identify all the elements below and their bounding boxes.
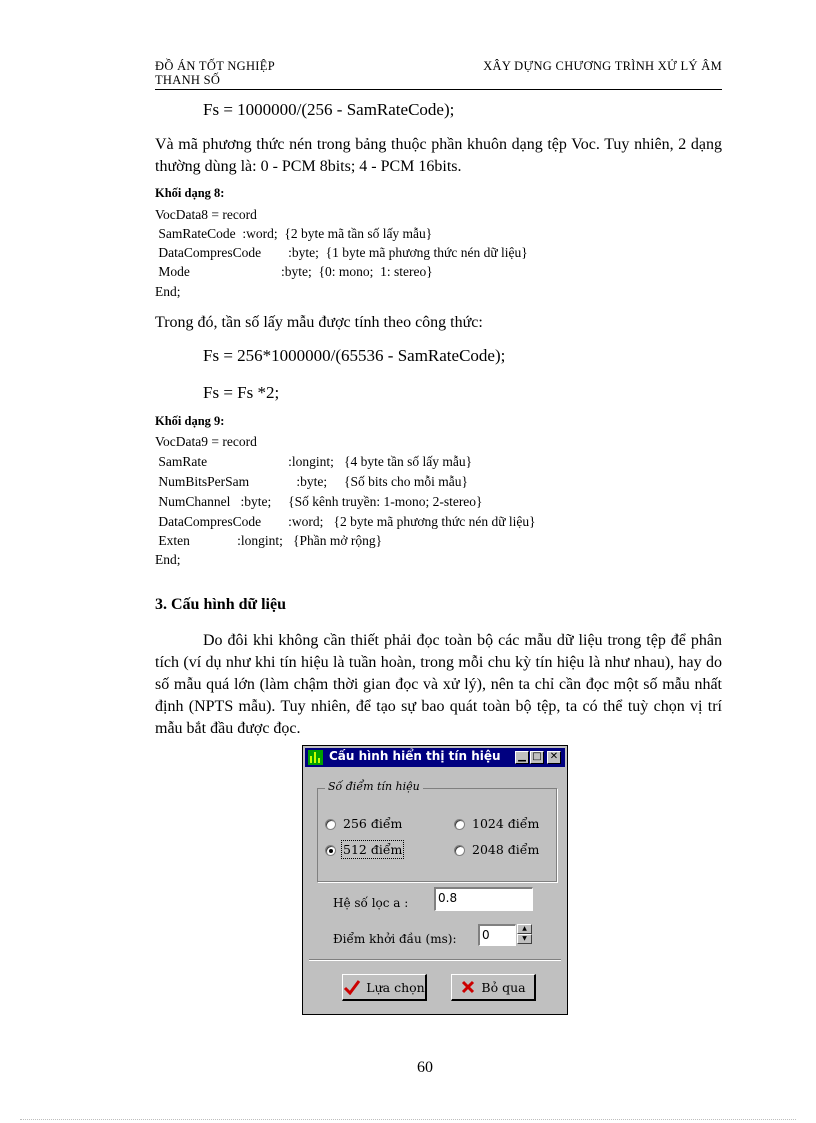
- radio-2048[interactable]: [454, 845, 465, 856]
- cancel-button-label: Bỏ qua: [481, 979, 526, 995]
- code-line: DataCompresCode :byte; {1 byte mã phương thức nén dữ liệu}: [155, 245, 528, 260]
- maximize-button[interactable]: [530, 751, 544, 764]
- block9-code: [155, 432, 715, 572]
- code-line: End;: [155, 284, 181, 299]
- header-right: XÂY DỰNG CHƯƠNG TRÌNH XỬ LÝ ÂM: [483, 59, 722, 73]
- header-rule: [155, 89, 722, 90]
- dialog-separator: [309, 959, 561, 961]
- paragraph-1: Và mã phương thức nén trong bảng thuộc phần khuôn dạng tệp Voc. Tuy nhiên, 2 dạng thường dùng là: 0 - PCM 8bits; 4 - PCM 16bits.: [155, 136, 722, 175]
- formula-3: Fs = Fs *2;: [203, 383, 280, 402]
- radio-512-label[interactable]: 512 điểm: [343, 842, 403, 857]
- code-line: Mode :byte; {0: mono; 1: stereo}: [155, 264, 433, 279]
- code-line: VocData9 = record: [155, 434, 257, 449]
- start-point-label: Điểm khởi đầu (ms):: [333, 932, 457, 946]
- code-line: End;: [155, 552, 181, 567]
- code-line: SamRateCode :word; {2 byte mã tần số lấy mẫu}: [155, 226, 433, 241]
- code-line: VocData8 = record: [155, 207, 257, 222]
- filter-coef-input[interactable]: 0.8: [434, 887, 533, 911]
- bottom-border: [20, 1119, 796, 1120]
- code-line: SamRate :longint; {4 byte tần số lấy mẫu}: [155, 454, 473, 469]
- start-point-spinner[interactable]: [517, 924, 532, 944]
- spin-down-icon[interactable]: ▼: [517, 934, 532, 944]
- checkmark-icon: [343, 979, 361, 995]
- header-left-line2: THANH SỐ: [155, 73, 221, 87]
- paragraph-3: Do đôi khi không cần thiết phải đọc toàn bộ các mẫu dữ liệu trong tệp để phân tích (ví dụ như khi tín hiệu là tuần hoàn, trong mỗi chu kỳ tín hiệu là như nhau), hay do số mẫu quá lớn (làm chậm thời gian đọc và xử lý), nên ta chỉ cần đọc một số mẫu nhất định (NPTS mẫu). Tuy nhiên, để tạo sự bao quát toàn bộ tệp, ta có thể tuỳ chọn vị trí mẫu bắt đầu được đọc.: [155, 632, 722, 737]
- code-line: Exten :longint; {Phần mở rộng}: [155, 533, 383, 548]
- close-icon: ✕: [549, 751, 559, 762]
- radio-1024[interactable]: [454, 819, 465, 830]
- radio-1024-label[interactable]: 1024 điểm: [472, 816, 540, 831]
- x-icon: [460, 979, 476, 995]
- radio-256-label[interactable]: 256 điểm: [343, 816, 403, 831]
- block8-code: [155, 205, 715, 305]
- dialog-title: Cấu hình hiển thị tín hiệu: [329, 749, 501, 763]
- ok-button[interactable]: [342, 974, 427, 1001]
- filter-coef-label: Hệ số lọc a :: [333, 896, 409, 910]
- cancel-button[interactable]: [451, 974, 536, 1001]
- formula-2: Fs = 256*1000000/(65536 - SamRateCode);: [203, 346, 506, 365]
- ok-button-label: Lựa chọn: [366, 979, 425, 995]
- config-dialog: [302, 745, 568, 1015]
- group-label: Số điểm tín hiệu: [325, 780, 423, 793]
- signal-chart-icon: [308, 750, 323, 765]
- page-number: 60: [417, 1059, 433, 1076]
- minimize-icon: ▁: [518, 751, 526, 762]
- spin-up-icon[interactable]: ▲: [517, 924, 532, 934]
- signal-points-group: [317, 788, 557, 882]
- dialog-title-bar[interactable]: [305, 748, 565, 767]
- maximize-icon: □: [532, 751, 542, 762]
- block9-heading: Khối dạng 9:: [155, 414, 225, 428]
- code-line: DataCompresCode :word; {2 byte mã phương thức nén dữ liệu}: [155, 514, 536, 529]
- paragraph-2: Trong đó, tần số lấy mẫu được tính theo công thức:: [155, 314, 483, 331]
- radio-512[interactable]: [325, 845, 336, 856]
- formula-1: Fs = 1000000/(256 - SamRateCode);: [203, 100, 455, 119]
- start-point-input[interactable]: 0: [478, 924, 516, 946]
- header-left-line1: ĐỒ ÁN TỐT NGHIỆP: [155, 59, 275, 73]
- block8-heading: Khối dạng 8:: [155, 186, 225, 200]
- radio-2048-label[interactable]: 2048 điểm: [472, 842, 540, 857]
- section-title: 3. Cấu hình dữ liệu: [155, 596, 286, 613]
- code-line: NumBitsPerSam :byte; {Số bits cho mỗi mẫu}: [155, 474, 468, 489]
- close-button[interactable]: [547, 751, 561, 764]
- minimize-button[interactable]: [515, 751, 529, 764]
- code-line: NumChannel :byte; {Số kênh truyền: 1-mono; 2-stereo}: [155, 494, 483, 509]
- radio-256[interactable]: [325, 819, 336, 830]
- radio-selected-dot: [329, 849, 333, 853]
